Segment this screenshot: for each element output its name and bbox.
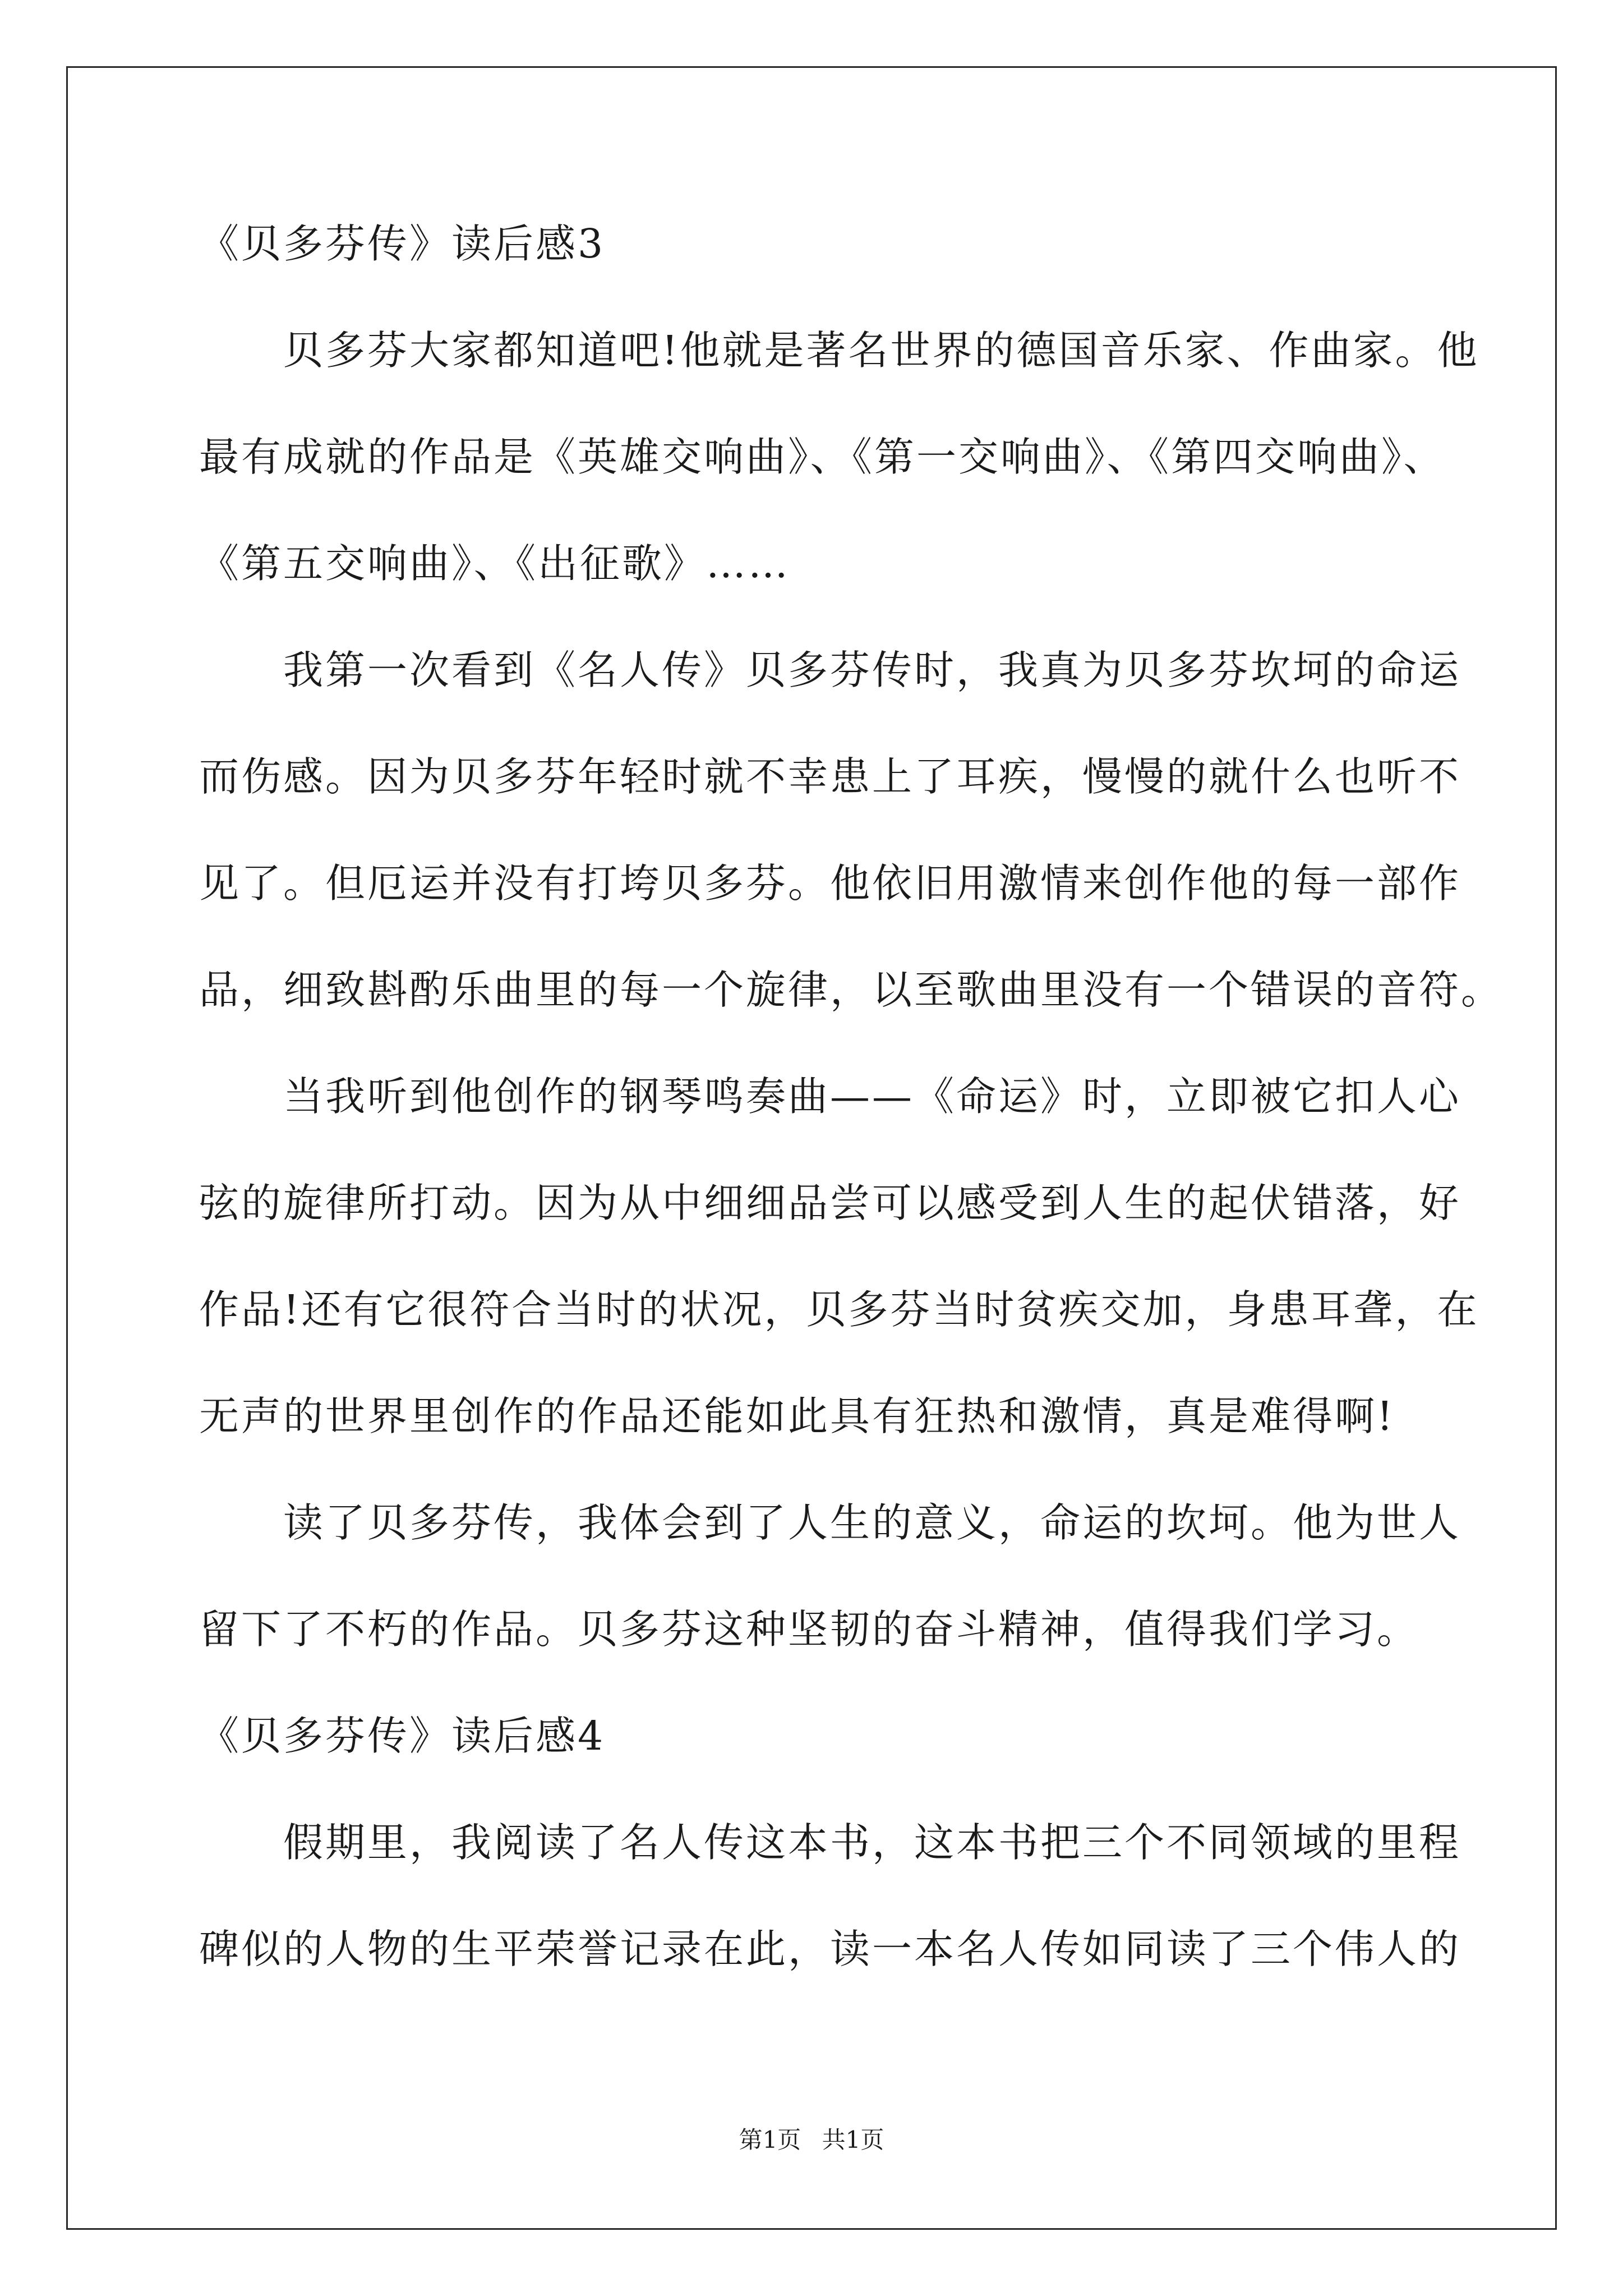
paragraph-line: 读了贝多芬传，我体会到了人生的意义，命运的坎坷。他为世人 — [199, 1499, 1461, 1546]
paragraph-line: 作品!还有它很符合当时的状况，贝多芬当时贫疾交加，身患耳聋，在 — [199, 1286, 1479, 1333]
section-heading-3: 《贝多芬传》读后感3 — [199, 220, 606, 267]
page-footer — [0, 2126, 1623, 2154]
section-heading-4: 《贝多芬传》读后感4 — [199, 1713, 606, 1759]
paragraph-line: 见了。但厄运并没有打垮贝多芬。他依旧用激情来创作他的每一部作 — [199, 860, 1461, 907]
paragraph-line: 而伤感。因为贝多芬年轻时就不幸患上了耳疾，慢慢的就什么也听不 — [199, 753, 1461, 800]
paragraph-line: 最有成就的作品是《英雄交响曲》、《第一交响曲》、《第四交响曲》、 — [199, 434, 1446, 480]
paragraph-line: 无声的世界里创作的作品还能如此具有狂热和激情，真是难得啊! — [199, 1393, 1395, 1439]
paragraph-line: 我第一次看到《名人传》贝多芬传时，我真为贝多芬坎坷的命运 — [199, 647, 1461, 693]
paragraph-line: 贝多芬大家都知道吧!他就是著名世界的德国音乐家、作曲家。他 — [199, 327, 1479, 374]
page-number-current: 第1页 — [739, 2126, 801, 2154]
page-number-total: 共1页 — [822, 2126, 884, 2154]
paragraph-line: 品，细致斟酌乐曲里的每一个旋律，以至歌曲里没有一个错误的音符。 — [199, 967, 1504, 1013]
paragraph-line: 《第五交响曲》、《出征歌》…… — [199, 540, 791, 587]
paragraph-line: 当我听到他创作的钢琴鸣奏曲——《命运》时，立即被它扣人心 — [199, 1073, 1461, 1120]
paragraph-line: 碑似的人物的生平荣誉记录在此，读一本名人传如同读了三个伟人的 — [199, 1926, 1461, 1972]
page-border — [66, 66, 1557, 2230]
paragraph-line: 假期里，我阅读了名人传这本书，这本书把三个不同领域的里程 — [199, 1819, 1461, 1866]
paragraph-line: 弦的旋律所打动。因为从中细细品尝可以感受到人生的起伏错落，好 — [199, 1180, 1461, 1226]
paragraph-line: 留下了不朽的作品。贝多芬这种坚韧的奋斗精神，值得我们学习。 — [199, 1606, 1419, 1653]
